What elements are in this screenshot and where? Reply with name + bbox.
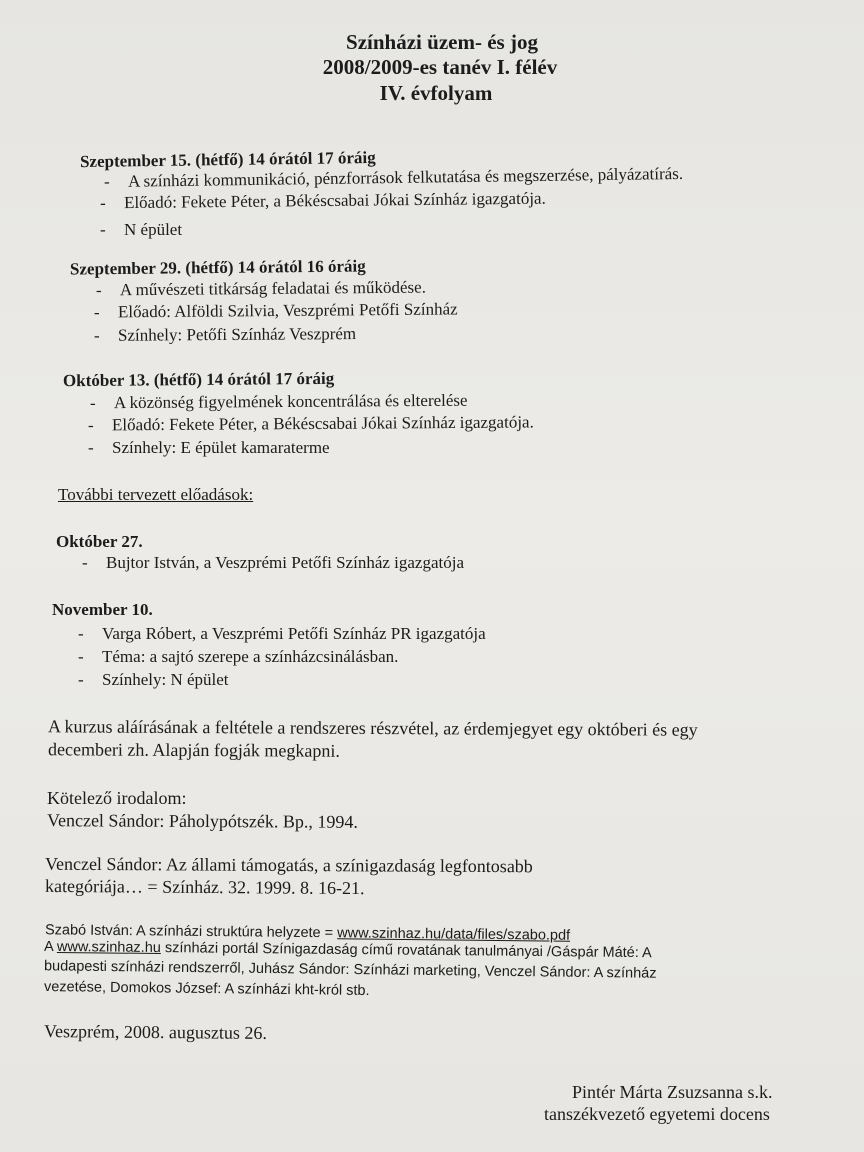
list-item: - Bujtor István, a Veszprémi Petőfi Színház igazgatója [82, 553, 465, 572]
list-item: - N épület [100, 220, 183, 239]
online-ref-line: Szabó István: A színházi struktúra helyzete = www.szinhaz.hu/data/files/szabo.pdf [44, 922, 571, 944]
list-item: - Varga Róbert, a Veszprémi Petőfi Színház PR igazgatója [78, 624, 486, 643]
planned-heading: További tervezett előadások: [58, 485, 254, 504]
requirements-line: A kurzus aláírásának a feltétele a rendszeres részvétel, az érdemjegyet egy októberi és egy [47, 716, 698, 740]
semester-line: 2008/2009-es tanév I. félév [322, 55, 558, 79]
szinhaz-portal-link[interactable]: www.szinhaz.hu [56, 938, 161, 957]
signatory-title: tanszékvezető egyetemi docens [544, 1104, 770, 1124]
course-title: Színházi üzem- és jog [346, 30, 538, 54]
list-item: - Színhely: Petőfi Színház Veszprém [93, 324, 357, 345]
online-ref-line: A www.szinhaz.hu színházi portál Színigazdaság című rovatának tanulmányai /Gáspár Máté: A [43, 938, 652, 962]
list-item: - Előadó: Alföldi Szilvia, Veszprémi Petőfi Színház [93, 299, 458, 322]
literature-ref: Venczel Sándor: Páholypótszék. Bp., 1994. [46, 810, 359, 832]
list-item: - A művészeti titkárság feladatai és működése. [95, 277, 426, 300]
session-date: Október 13. (hétfő) 14 órától 17 óráig [62, 368, 335, 391]
szabo-pdf-link[interactable]: www.szinhaz.hu/data/files/szabo.pdf [337, 925, 571, 944]
requirements-line: decemberi zh. Alapján fogják megkapni. [47, 739, 340, 761]
signatory-name: Pintér Márta Zsuzsanna s.k. [572, 1082, 773, 1102]
list-item: - Előadó: Fekete Péter, a Békéscsabai Jókai Színház igazgatója. [99, 188, 546, 213]
list-item: - A közönség figyelmének koncentrálása és elterelése [89, 390, 468, 413]
session-date: Szeptember 29. (hétfő) 14 órától 16 óráig [69, 256, 366, 279]
list-item: - Előadó: Fekete Péter, a Békéscsabai Jókai Színház igazgatója. [87, 412, 534, 435]
list-item: - Színhely: E épület kamaraterme [88, 438, 330, 457]
literature-heading: Kötelező irodalom: [47, 788, 187, 808]
list-item: - A színházi kommunikáció, pénzforrások felkutatása és megszerzése, pályázatírás. [103, 163, 684, 192]
online-ref-line: budapesti színházi rendszerről, Juhász Sándor: Színházi marketing, Venczel Sándor: A színház [43, 958, 657, 982]
session-date: Szeptember 15. (hétfő) 14 órától 17 óráig [79, 147, 376, 172]
planned-date: Október 27. [56, 532, 143, 551]
list-item: - Téma: a sajtó szerepe a színházcsinálásban. [78, 647, 399, 666]
year-line: IV. évfolyam [379, 81, 493, 105]
list-item: - Színhely: N épület [78, 670, 229, 689]
literature-ref: kategóriája… = Színház. 32. 1999. 8. 16-21. [44, 875, 365, 899]
literature-ref: Venczel Sándor: Az állami támogatás, a színigazdaság legfontosabb [44, 853, 533, 877]
planned-date: November 10. [52, 600, 153, 619]
place-date: Veszprém, 2008. augusztus 26. [43, 1021, 268, 1043]
online-ref-line: vezetése, Domokos József: A színházi kht-król stb. [43, 979, 370, 999]
